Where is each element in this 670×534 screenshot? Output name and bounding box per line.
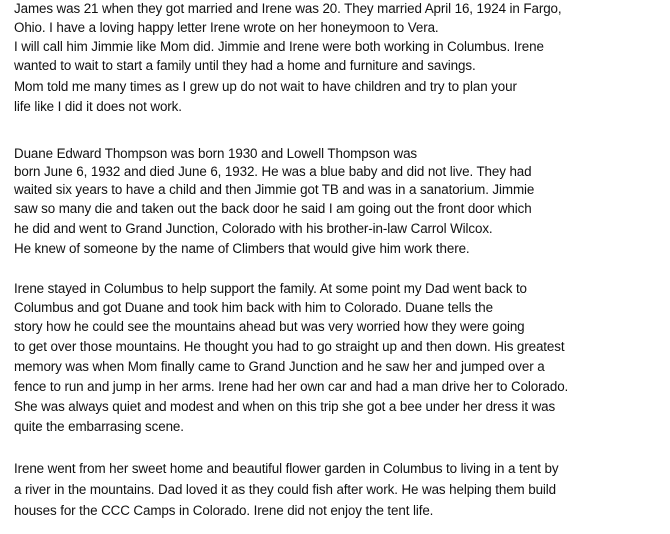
- text-line: He knew of someone by the name of Climbers that would give him work there.: [14, 241, 470, 256]
- text-line: Ohio. I have a loving happy letter Irene wrote on her honeymoon to Vera.: [14, 20, 439, 35]
- text-line: Columbus and got Duane and took him back with him to Colorado. Duane tells the: [14, 300, 494, 315]
- text-line: Irene stayed in Columbus to help support the family. At some point my Dad went back to: [14, 281, 527, 296]
- text-line: I will call him Jimmie like Mom did. Jimmie and Irene were both working in Columbus. Irene: [14, 39, 544, 54]
- text-line: Mom told me many times as I grew up do not wait to have children and try to plan your: [14, 79, 517, 94]
- text-line: a river in the mountains. Dad loved it as they could fish after work. He was helping them build: [14, 482, 557, 497]
- text-line: memory was when Mom finally came to Grand Junction and he saw her and jumped over a: [14, 359, 545, 374]
- text-line: to get over those mountains. He thought you had to go straight up and then down. His greatest: [14, 339, 565, 354]
- text-line: waited six years to have a child and then Jimmie got TB and was in a sanatorium. Jimmie: [14, 182, 535, 197]
- text-line: wanted to wait to start a family until they had a home and furniture and savings.: [14, 58, 476, 73]
- text-line: Duane Edward Thompson was born 1930 and Lowell Thompson was: [14, 146, 418, 161]
- text-line: houses for the CCC Camps in Colorado. Irene did not enjoy the tent life.: [14, 503, 434, 518]
- text-line: James was 21 when they got married and Irene was 20. They married April 16, 1924 in Fargo,: [14, 1, 562, 16]
- text-line: quite the embarrasing scene.: [14, 419, 184, 434]
- text-line: he did and went to Grand Junction, Colorado with his brother-in-law Carrol Wilcox.: [14, 221, 493, 236]
- text-line: fence to run and jump in her arms. Irene had her own car and had a man drive her to Colorado.: [14, 379, 569, 394]
- text-line: She was always quiet and modest and when on this trip she got a bee under her dress it was: [14, 399, 556, 414]
- text-line: life like I did it does not work.: [14, 99, 182, 114]
- text-line: saw so many die and taken out the back door he said I am going out the front door which: [14, 201, 532, 216]
- text-line: story how he could see the mountains ahead but was very worried how they were going: [14, 319, 525, 334]
- text-line: Irene went from her sweet home and beautiful flower garden in Columbus to living in a tent by: [14, 461, 559, 476]
- text-line: born June 6, 1932 and died June 6, 1932. He was a blue baby and did not live. They had: [14, 164, 532, 179]
